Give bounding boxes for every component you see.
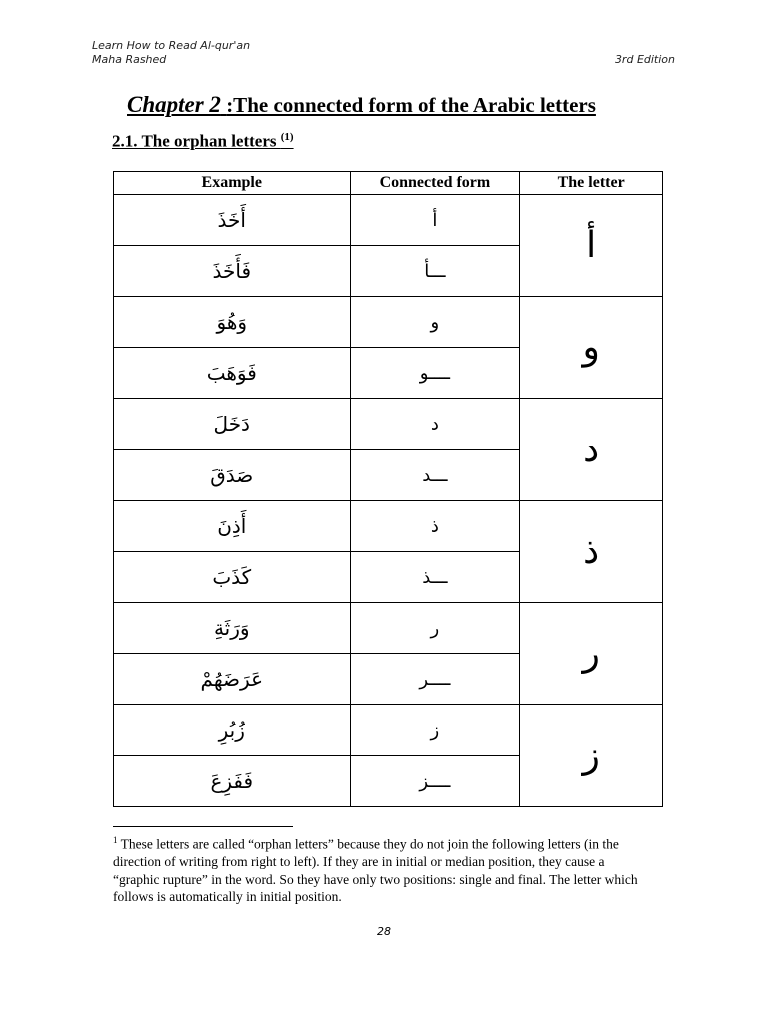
chapter-label: Chapter 2	[127, 92, 221, 117]
connected-form: ــــز	[350, 756, 520, 807]
footnote	[113, 832, 653, 906]
header-connected-form: Connected form	[350, 172, 520, 195]
page-number: 28	[377, 925, 391, 938]
connected-form: ـــأ	[350, 246, 520, 297]
example-word: كَذَبَ	[114, 552, 351, 603]
example-word: أَذِنَ	[114, 501, 351, 552]
letter-cell: ذ	[520, 501, 663, 603]
section-title: 2.1. The orphan letters	[112, 131, 277, 151]
header-the-letter: The letter	[520, 172, 663, 195]
table-row	[114, 399, 663, 450]
connected-form: ــــر	[350, 654, 520, 705]
table-row	[114, 501, 663, 552]
table-row	[114, 297, 663, 348]
letter-cell: ز	[520, 705, 663, 807]
example-word: زُبُرِ	[114, 705, 351, 756]
example-word: وَرَثَةِ	[114, 603, 351, 654]
connected-form: ز	[350, 705, 520, 756]
example-word: وَهُوَ	[114, 297, 351, 348]
example-word: أَخَذَ	[114, 195, 351, 246]
connected-form: أ	[350, 195, 520, 246]
chapter-title: :The connected form of the Arabic letters	[226, 93, 596, 117]
footnote-text: These letters are called “orphan letters” because they do not join the following letters (in the direction of writing from right to left). If they are in initial or median position, they cause a “graphic rupture” in the word. So they have only two positions: single and final. The letter which follows is automatically in initial position.	[113, 836, 638, 904]
example-word: فَأَخَذَ	[114, 246, 351, 297]
connected-form: د	[350, 399, 520, 450]
connected-form: ـــذ	[350, 552, 520, 603]
example-word: فَفَزِعَ	[114, 756, 351, 807]
table-row	[114, 705, 663, 756]
header-author: Maha Rashed	[92, 53, 167, 66]
connected-form: ذ	[350, 501, 520, 552]
header-edition: 3rd Edition	[614, 53, 675, 66]
footnote-number: 1	[113, 835, 118, 845]
connected-form: و	[350, 297, 520, 348]
table-row	[114, 195, 663, 246]
example-word: عَرَضَهُمْ	[114, 654, 351, 705]
example-word: صَدَقَ	[114, 450, 351, 501]
connected-form: ـــد	[350, 450, 520, 501]
example-word: دَخَلَ	[114, 399, 351, 450]
letter-cell: د	[520, 399, 663, 501]
footnote-reference: (1)	[280, 131, 294, 143]
chapter-heading	[127, 92, 596, 118]
connected-form: ر	[350, 603, 520, 654]
section-heading	[112, 131, 294, 152]
table-row	[114, 603, 663, 654]
header-book-title: Learn How to Read Al-qur'an	[92, 39, 251, 52]
header-example: Example	[114, 172, 351, 195]
letter-cell: أ	[520, 195, 663, 297]
example-word: فَوَهَبَ	[114, 348, 351, 399]
table-header-row	[114, 172, 663, 195]
connected-form: ــــو	[350, 348, 520, 399]
letter-cell: و	[520, 297, 663, 399]
letter-cell: ر	[520, 603, 663, 705]
orphan-letters-table	[113, 171, 663, 807]
footnote-divider	[113, 826, 293, 827]
